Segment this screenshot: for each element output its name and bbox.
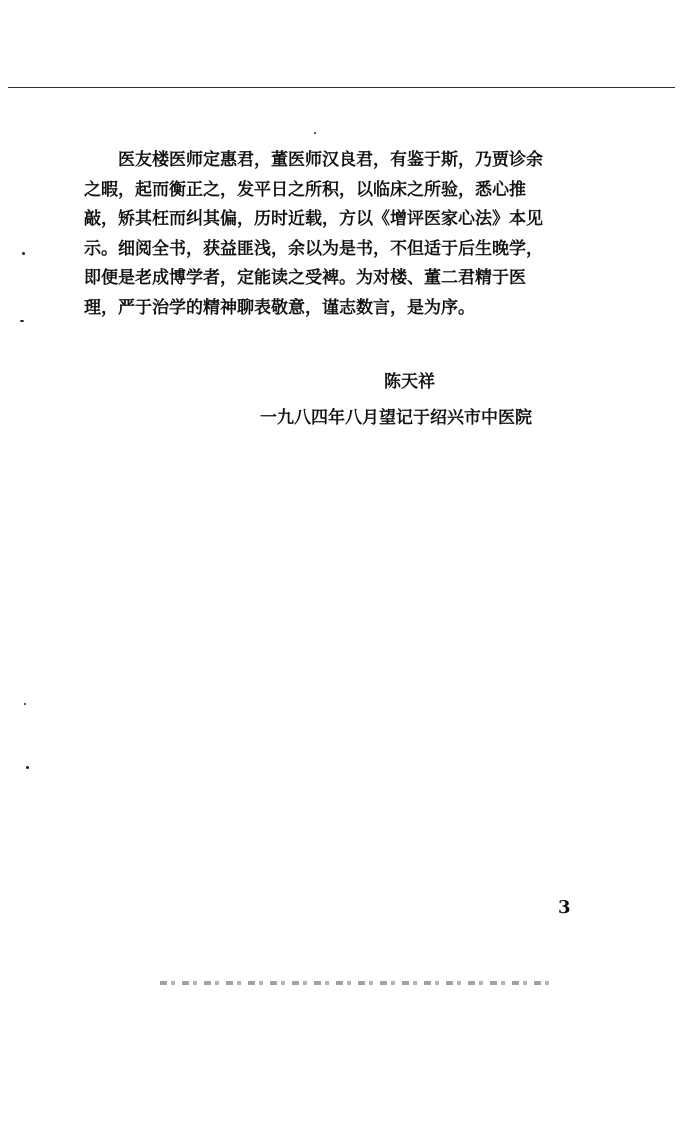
- preface-body: [84, 146, 612, 324]
- page-number: 3: [558, 897, 571, 918]
- scan-speck: [20, 320, 24, 322]
- scan-speck: [24, 703, 26, 705]
- preface-line: 之暇，起而衡正之，发平日之所积，以临床之所验，悉心推: [84, 179, 526, 200]
- preface-line: 医友楼医师定惠君，董医师汉良君，有鉴于斯，乃贾诊余: [118, 150, 543, 170]
- scan-speck: [22, 252, 25, 255]
- scan-speck: [26, 766, 29, 769]
- top-rule: [8, 87, 675, 88]
- scan-speck: [314, 132, 316, 134]
- author-signature: 陈天祥: [384, 372, 435, 392]
- preface-line: 理，严于治学的精神聊表敬意，谨志数言，是为序。: [84, 297, 475, 318]
- bottom-bleed-through: [160, 981, 556, 985]
- dateline: 一九八四年八月望记于绍兴市中医院: [260, 408, 532, 428]
- preface-line: 敲，矫其枉而纠其偏，历时近载，方以《增评医家心法》本见: [84, 209, 543, 230]
- preface-line: 即便是老成博学者，定能读之受裨。为对楼、董二君精于医: [84, 268, 526, 289]
- preface-line: 示。细阅全书，获益匪浅，余以为是书，不但适于后生晚学，: [84, 238, 543, 259]
